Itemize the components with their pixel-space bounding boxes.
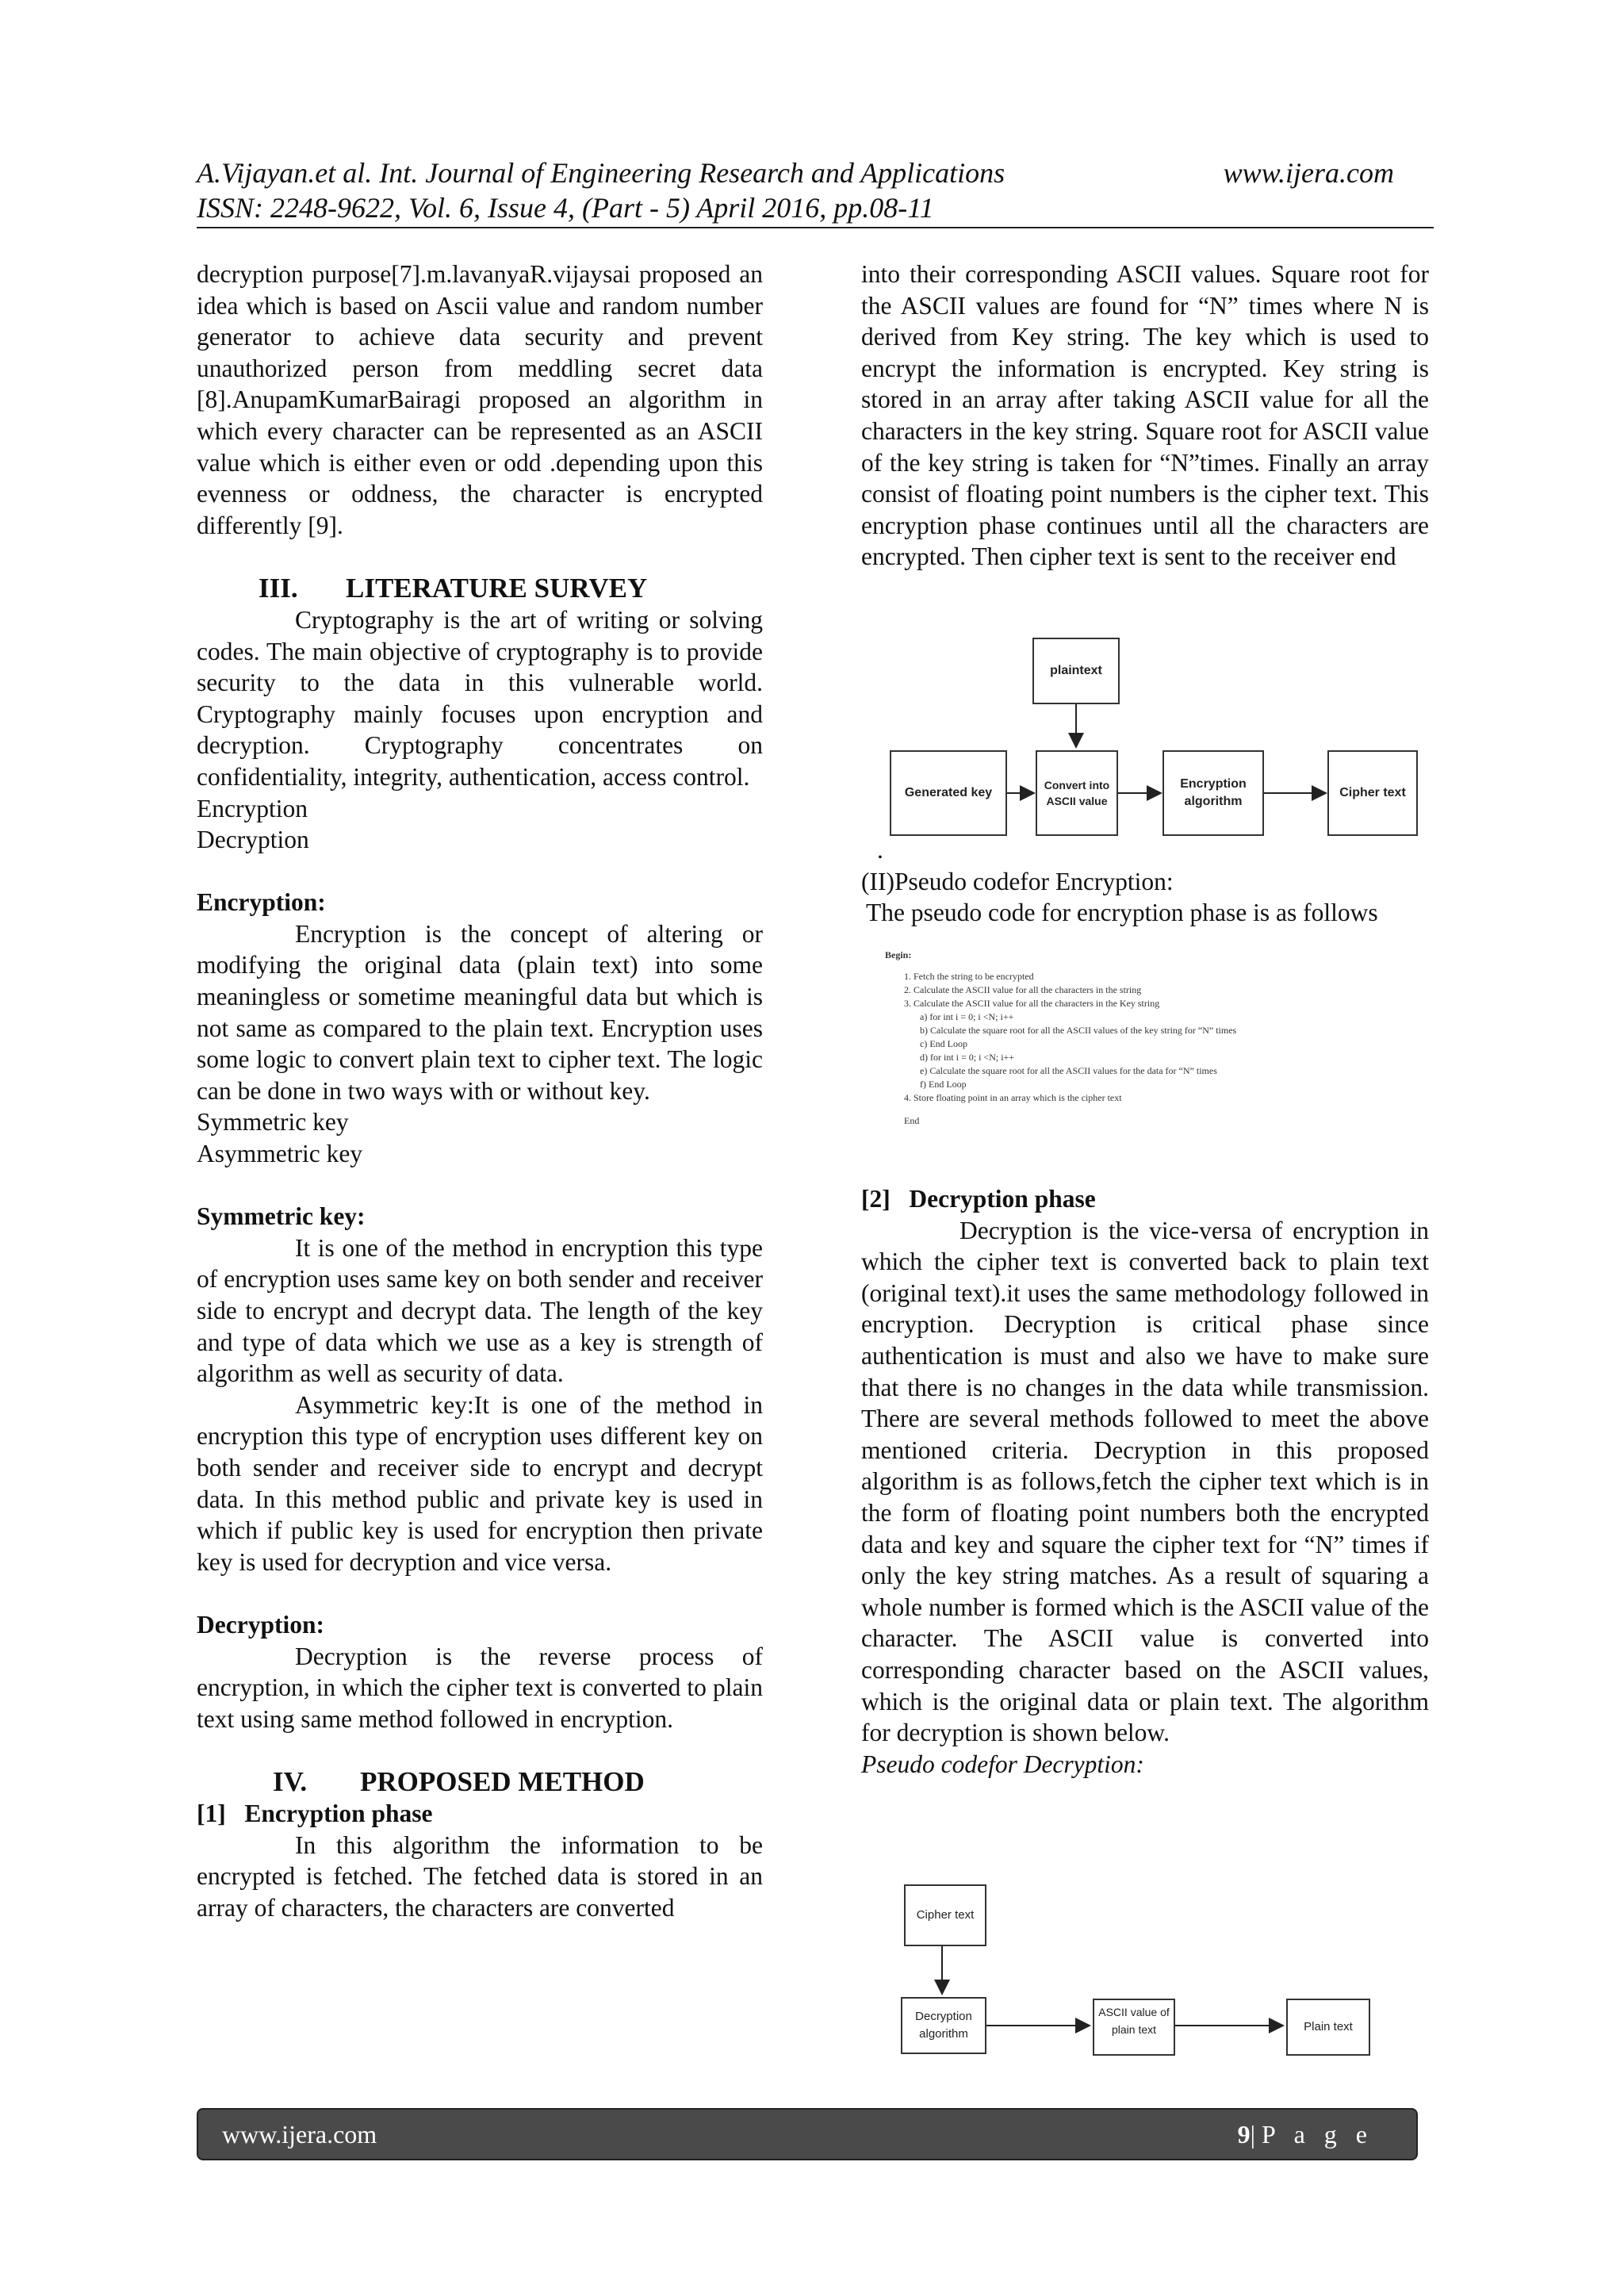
page-footer (197, 2108, 1418, 2160)
ascii-value-box: ASCII value of plain text (1093, 1999, 1175, 2056)
paragraph: It is one of the method in encryption this type of encryption uses same key on both sender and receiver side to encrypt and decrypt data. The length of the key and type of data which we use as a key is strength of algorithm as well as security of data. (197, 1233, 763, 1388)
subheading-encryption-phase: [1] Encryption phase (197, 1799, 433, 1827)
paragraph: into their corresponding ASCII values. Square root for the ASCII values are found for “N” times where N is derived from Key string. The key which is used to encrypt the information is encrypted. Key string is stored in an array after taking ASCII value for all the characters in the key string. Square root for ASCII value of the key string is taken for “N”times. Finally an array consist of floating point numbers is the cipher text. This encryption phase continues until all the characters are encrypted. Then cipher text is sent to the receiver end (861, 260, 1429, 571)
cipher-text-box: Cipher text (904, 1884, 986, 1946)
generated-key-box: Generated key (890, 750, 1007, 836)
code-line: c) End Loop (920, 1038, 967, 1049)
cipher-text-box: Cipher text (1327, 750, 1418, 836)
list-item: Asymmetric key (197, 1140, 363, 1168)
paragraph: Asymmetric key:It is one of the method in encryption this type of encryption uses different key on both sender and receiver side to encrypt and decrypt data. In this method public and private key is used in which if public key is used for encryption then private key is used for decryption and vice versa. (197, 1390, 763, 1576)
subheading-decryption-phase: [2] Decryption phase (861, 1185, 1096, 1213)
list-item: Symmetric key (197, 1108, 349, 1137)
pseudo-code-intro: The pseudo code for encryption phase is as follows (866, 899, 1378, 927)
code-line: 1. Fetch the string to be encrypted (904, 971, 1034, 982)
issn-line: ISSN: 2248-9622, Vol. 6, Issue 4, (Part - 5) April 2016, pp.08-11 (197, 192, 934, 224)
code-line: b) Calculate the square root for all the ASCII values of the key string for “N” times (920, 1025, 1237, 1036)
code-line: a) for int i = 0; i <N; i++ (920, 1011, 1014, 1022)
paragraph: decryption purpose[7].m.lavanyaR.vijaysai proposed an idea which is based on Ascii value and random number generator to achieve data security and prevent unauthorized person from meddling secret data [8].AnupamKumarBairagi proposed an algorithm in which every character can be represented as an ASCII value which is either even or odd .depending upon this evenness or oddness, the character is encrypted differently [9]. (197, 260, 763, 539)
code-line: e) Calculate the square root for all the ASCII values for the data for “N” times (920, 1065, 1217, 1076)
subheading-decryption: Decryption: (197, 1610, 324, 1639)
encryption-algorithm-box: Encryption algorithm (1162, 750, 1264, 836)
section-heading-proposed: IV. PROPOSED METHOD (273, 1765, 645, 1797)
encryption-flow-diagram (880, 634, 1427, 841)
dot: . (877, 836, 883, 864)
decryption-algorithm-box: Decryption algorithm (901, 1997, 986, 2054)
code-line: End (904, 1115, 920, 1126)
code-line: Begin: (885, 949, 912, 960)
list-item: Encryption (197, 794, 308, 822)
paragraph: Decryption is the vice-versa of encryption in which the cipher text is converted back to plain text (original text).it uses the same methodology followed in encryption. Decryption is critical phase since authentication is must and also we have to make sure that there is no changes in the data while transmission. There are several methods followed to meet the above mentioned criteria. Decryption in this proposed algorithm is as follows,fetch the cipher text which is in the form of floating point numbers both the encrypted data and key and square the cipher text for “N” times if only the key string matches. As a result of squaring a whole number is formed which is the ASCII value of the character. The ASCII value is converted into corresponding character based on the ASCII values, which is the original data or plain text. The algorithm for decryption is shown below. (861, 1216, 1429, 1747)
running-header (197, 155, 1434, 225)
subheading-symmetric-key: Symmetric key: (197, 1202, 366, 1231)
journal-url[interactable]: www.ijera.com (1223, 157, 1394, 189)
code-line: 4. Store floating point in an array which is the cipher text (904, 1092, 1122, 1103)
code-line: f) End Loop (920, 1079, 967, 1090)
decryption-flow-diagram (896, 1880, 1388, 2062)
paragraph: In this algorithm the information to be encrypted is fetched. The fetched data is stored in an array of characters, the characters are converted (197, 1830, 763, 1922)
code-line: d) for int i = 0; i <N; i++ (920, 1052, 1015, 1063)
pseudo-code-heading: (II)Pseudo codefor Encryption: (861, 867, 1174, 895)
pseudo-code-decryption-heading: Pseudo codefor Decryption: (861, 1750, 1144, 1778)
code-line: 2. Calculate the ASCII value for all the characters in the string (904, 984, 1142, 995)
section-heading-literature: III. LITERATURE SURVEY (259, 572, 648, 604)
journal-title: A.Vijayan.et al. Int. Journal of Engineering Research and Applications (197, 157, 1005, 189)
footer-url[interactable]: www.ijera.com (222, 2119, 377, 2148)
right-column (861, 259, 1429, 573)
header-rule (197, 227, 1434, 228)
plain-text-box: Plain text (1286, 1999, 1370, 2056)
right-column-mid (861, 834, 1429, 929)
right-column-lower (861, 1183, 1429, 1780)
convert-ascii-box: Convert into ASCII value (1036, 750, 1118, 836)
subheading-encryption: Encryption: (197, 888, 326, 917)
paragraph: Cryptography is the art of writing or solving codes. The main objective of cryptography is to provide security to the data in this vulnerable world. Cryptography mainly focuses upon encryption and decryption. Cryptography concentrates on confidentiality, integrity, authentication, access control. (197, 605, 763, 791)
code-line: 3. Calculate the ASCII value for all the characters in the Key string (904, 998, 1160, 1009)
list-item: Decryption (197, 826, 309, 854)
plaintext-box: plaintext (1032, 638, 1120, 704)
paragraph: Encryption is the concept of altering or modifying the original data (plain text) into some meaningless or sometime meaningful data but which is not same as compared to the plain text. Encryption uses some logic to convert plain text to cipher text. The logic can be done in two ways with or without key. (197, 919, 763, 1105)
encryption-pseudo-code (869, 949, 1361, 1139)
page-number: 9|P a g e (1237, 2119, 1373, 2148)
left-column (197, 259, 763, 1923)
paragraph: Decryption is the reverse process of encryption, in which the cipher text is converted to plain text using same method followed in encryption. (197, 1642, 763, 1733)
